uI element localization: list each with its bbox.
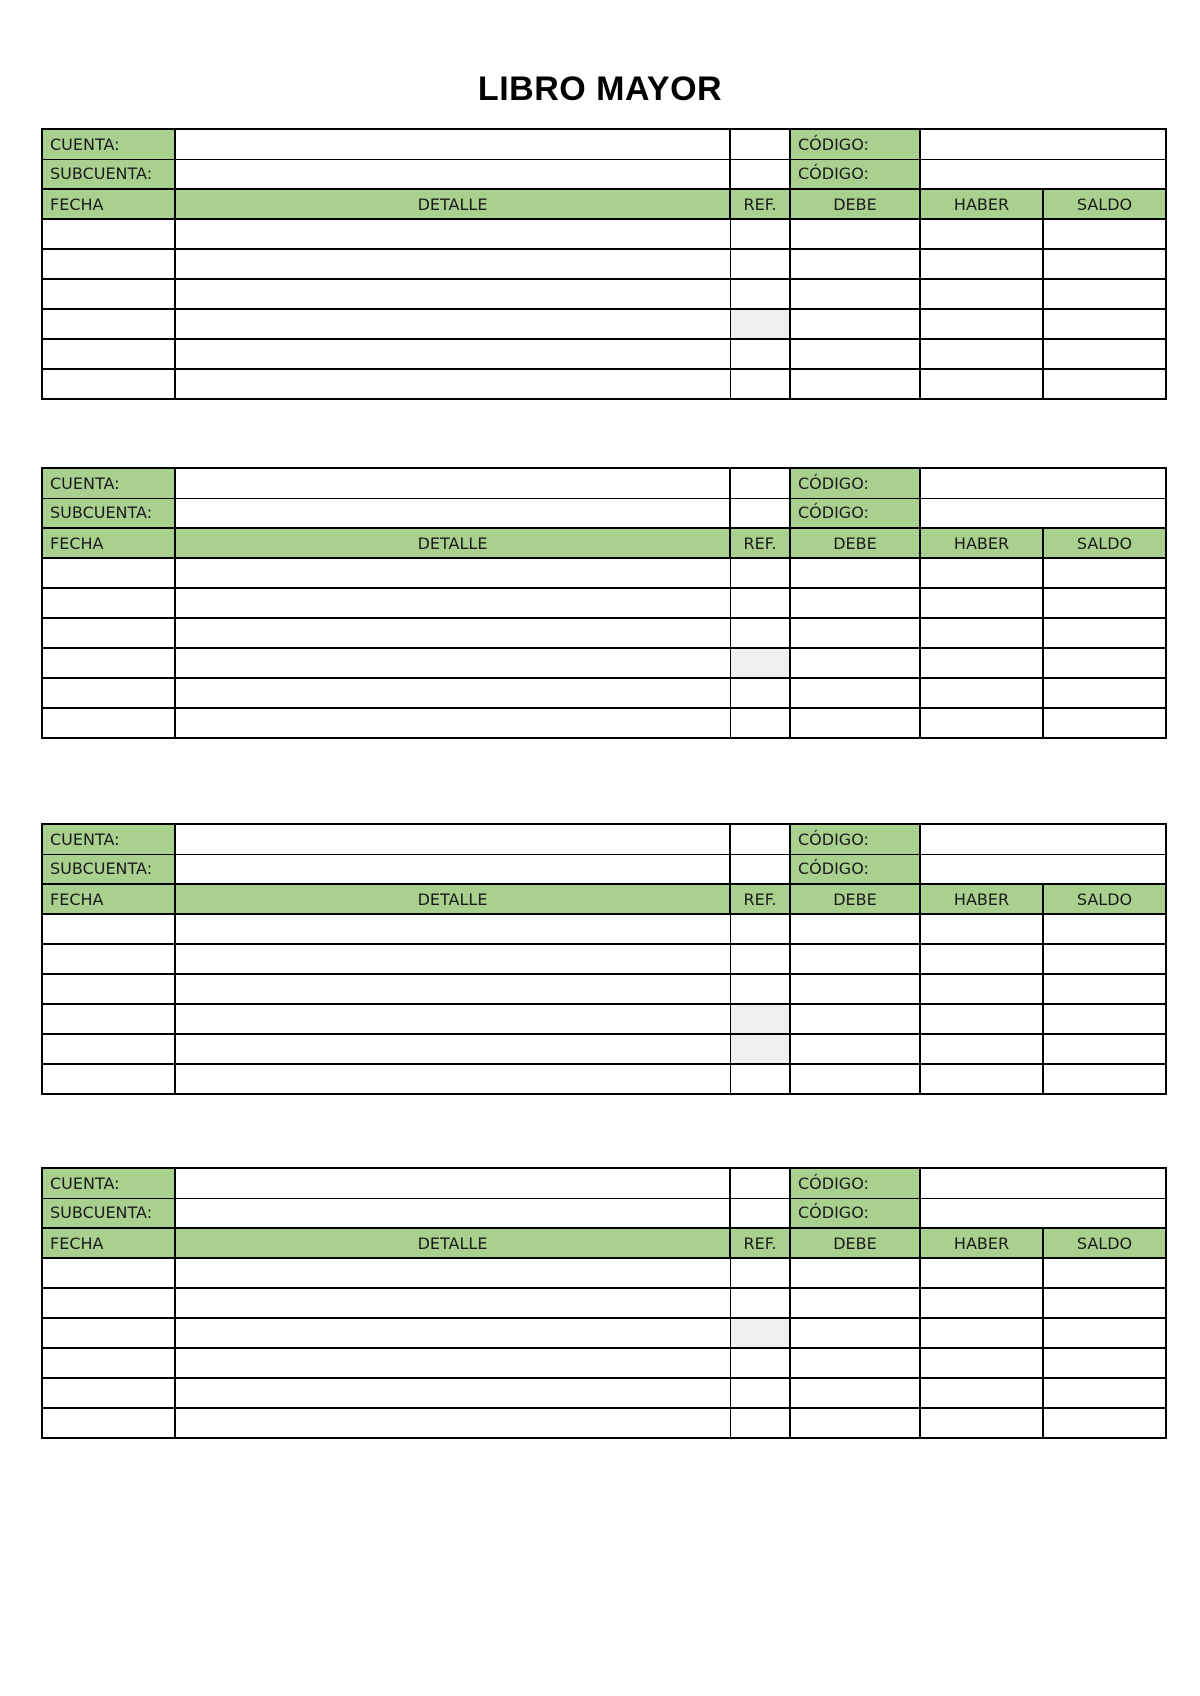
fecha-cell[interactable] — [42, 588, 175, 618]
subcuenta-field[interactable] — [175, 159, 730, 189]
fecha-cell[interactable] — [42, 648, 175, 678]
ref-cell[interactable] — [730, 914, 790, 944]
codigo-field[interactable] — [920, 1168, 1166, 1198]
ref-cell-shaded[interactable] — [730, 648, 790, 678]
detalle-cell[interactable] — [175, 1034, 730, 1064]
table-row — [42, 618, 1166, 648]
ref-cell[interactable] — [730, 1348, 790, 1378]
subcuenta-extra-field[interactable] — [730, 498, 790, 528]
saldo-cell[interactable] — [1043, 678, 1166, 708]
debe-cell[interactable] — [790, 944, 920, 974]
debe-cell[interactable] — [790, 1348, 920, 1378]
saldo-cell[interactable] — [1043, 1378, 1166, 1408]
codigo-field[interactable] — [920, 824, 1166, 854]
detalle-cell[interactable] — [175, 648, 730, 678]
haber-cell[interactable] — [920, 914, 1043, 944]
debe-cell[interactable] — [790, 618, 920, 648]
haber-cell[interactable] — [920, 339, 1043, 369]
fecha-cell[interactable] — [42, 1064, 175, 1094]
haber-cell[interactable] — [920, 944, 1043, 974]
debe-cell[interactable] — [790, 249, 920, 279]
column-header-debe: DEBE — [790, 189, 920, 219]
detalle-cell[interactable] — [175, 944, 730, 974]
ref-cell[interactable] — [730, 249, 790, 279]
fecha-cell[interactable] — [42, 1258, 175, 1288]
saldo-cell[interactable] — [1043, 1348, 1166, 1378]
ref-cell-shaded[interactable] — [730, 309, 790, 339]
table-row — [42, 1004, 1166, 1034]
fecha-cell[interactable] — [42, 1408, 175, 1438]
haber-cell[interactable] — [920, 369, 1043, 399]
haber-cell[interactable] — [920, 708, 1043, 738]
fecha-cell[interactable] — [42, 369, 175, 399]
codigo-label: CÓDIGO: — [790, 159, 920, 189]
haber-cell[interactable] — [920, 219, 1043, 249]
table-row — [42, 1348, 1166, 1378]
ref-cell[interactable] — [730, 944, 790, 974]
debe-cell[interactable] — [790, 219, 920, 249]
codigo-field[interactable] — [920, 498, 1166, 528]
table-row — [42, 309, 1166, 339]
codigo-label: CÓDIGO: — [790, 854, 920, 884]
fecha-cell[interactable] — [42, 219, 175, 249]
ref-cell[interactable] — [730, 339, 790, 369]
debe-cell[interactable] — [790, 1408, 920, 1438]
debe-cell[interactable] — [790, 974, 920, 1004]
saldo-cell[interactable] — [1043, 1034, 1166, 1064]
haber-cell[interactable] — [920, 648, 1043, 678]
fecha-cell[interactable] — [42, 944, 175, 974]
column-header-haber: HABER — [920, 1228, 1043, 1258]
saldo-cell[interactable] — [1043, 309, 1166, 339]
codigo-label: CÓDIGO: — [790, 1198, 920, 1228]
fecha-cell[interactable] — [42, 1004, 175, 1034]
debe-cell[interactable] — [790, 1258, 920, 1288]
detalle-cell[interactable] — [175, 914, 730, 944]
detalle-cell[interactable] — [175, 1318, 730, 1348]
column-header-detalle: DETALLE — [175, 528, 730, 558]
table-row — [42, 1318, 1166, 1348]
codigo-label: CÓDIGO: — [790, 129, 920, 159]
column-header-haber: HABER — [920, 528, 1043, 558]
detalle-cell[interactable] — [175, 1408, 730, 1438]
detalle-cell[interactable] — [175, 1348, 730, 1378]
saldo-cell[interactable] — [1043, 1258, 1166, 1288]
column-header-fecha: FECHA — [42, 189, 175, 219]
table-row — [42, 558, 1166, 588]
column-header-debe: DEBE — [790, 1228, 920, 1258]
debe-cell[interactable] — [790, 678, 920, 708]
saldo-cell[interactable] — [1043, 1288, 1166, 1318]
haber-cell[interactable] — [920, 1034, 1043, 1064]
fecha-cell[interactable] — [42, 1378, 175, 1408]
saldo-cell[interactable] — [1043, 618, 1166, 648]
fecha-cell[interactable] — [42, 249, 175, 279]
detalle-cell[interactable] — [175, 1378, 730, 1408]
ref-cell[interactable] — [730, 219, 790, 249]
ref-cell[interactable] — [730, 558, 790, 588]
ledger-table-3 — [41, 823, 1167, 1095]
table-row — [42, 1064, 1166, 1094]
cuenta-extra-field[interactable] — [730, 129, 790, 159]
debe-cell[interactable] — [790, 588, 920, 618]
table-row — [42, 974, 1166, 1004]
fecha-cell[interactable] — [42, 618, 175, 648]
debe-cell[interactable] — [790, 309, 920, 339]
saldo-cell[interactable] — [1043, 279, 1166, 309]
fecha-cell[interactable] — [42, 339, 175, 369]
detalle-cell[interactable] — [175, 1288, 730, 1318]
table-row — [42, 339, 1166, 369]
column-header-detalle: DETALLE — [175, 189, 730, 219]
column-header-haber: HABER — [920, 884, 1043, 914]
ref-cell[interactable] — [730, 1258, 790, 1288]
column-header-detalle: DETALLE — [175, 884, 730, 914]
saldo-cell[interactable] — [1043, 558, 1166, 588]
subcuenta-field[interactable] — [175, 498, 730, 528]
subcuenta-extra-field[interactable] — [730, 1198, 790, 1228]
saldo-cell[interactable] — [1043, 1318, 1166, 1348]
ref-cell-shaded[interactable] — [730, 1318, 790, 1348]
saldo-cell[interactable] — [1043, 588, 1166, 618]
column-header-saldo: SALDO — [1043, 189, 1166, 219]
detalle-cell[interactable] — [175, 588, 730, 618]
saldo-cell[interactable] — [1043, 219, 1166, 249]
column-header-ref: REF. — [730, 1228, 790, 1258]
detalle-cell[interactable] — [175, 558, 730, 588]
ref-cell[interactable] — [730, 1408, 790, 1438]
debe-cell[interactable] — [790, 339, 920, 369]
table-row — [42, 219, 1166, 249]
column-header-fecha: FECHA — [42, 528, 175, 558]
cuenta-field[interactable] — [175, 824, 730, 854]
saldo-cell[interactable] — [1043, 249, 1166, 279]
cuenta-extra-field[interactable] — [730, 824, 790, 854]
column-header-ref: REF. — [730, 884, 790, 914]
column-header-saldo: SALDO — [1043, 1228, 1166, 1258]
debe-cell[interactable] — [790, 914, 920, 944]
haber-cell[interactable] — [920, 309, 1043, 339]
haber-cell[interactable] — [920, 1258, 1043, 1288]
fecha-cell[interactable] — [42, 678, 175, 708]
ref-cell[interactable] — [730, 1288, 790, 1318]
column-header-debe: DEBE — [790, 884, 920, 914]
column-header-fecha: FECHA — [42, 884, 175, 914]
saldo-cell[interactable] — [1043, 648, 1166, 678]
haber-cell[interactable] — [920, 1378, 1043, 1408]
debe-cell[interactable] — [790, 279, 920, 309]
saldo-cell[interactable] — [1043, 1004, 1166, 1034]
codigo-field[interactable] — [920, 854, 1166, 884]
saldo-cell[interactable] — [1043, 944, 1166, 974]
detalle-cell[interactable] — [175, 339, 730, 369]
subcuenta-label: SUBCUENTA: — [42, 159, 175, 189]
codigo-field[interactable] — [920, 468, 1166, 498]
ref-cell[interactable] — [730, 974, 790, 1004]
haber-cell[interactable] — [920, 1318, 1043, 1348]
debe-cell[interactable] — [790, 1318, 920, 1348]
subcuenta-label: SUBCUENTA: — [42, 498, 175, 528]
detalle-cell[interactable] — [175, 1064, 730, 1094]
debe-cell[interactable] — [790, 1288, 920, 1318]
detalle-cell[interactable] — [175, 974, 730, 1004]
saldo-cell[interactable] — [1043, 1064, 1166, 1094]
haber-cell[interactable] — [920, 1288, 1043, 1318]
saldo-cell[interactable] — [1043, 974, 1166, 1004]
saldo-cell[interactable] — [1043, 708, 1166, 738]
cuenta-extra-field[interactable] — [730, 468, 790, 498]
table-row — [42, 1378, 1166, 1408]
table-row — [42, 369, 1166, 399]
ref-cell[interactable] — [730, 369, 790, 399]
debe-cell[interactable] — [790, 708, 920, 738]
ledger-table-1 — [41, 128, 1167, 400]
saldo-cell[interactable] — [1043, 369, 1166, 399]
ref-cell[interactable] — [730, 708, 790, 738]
ref-cell-shaded[interactable] — [730, 1034, 790, 1064]
saldo-cell[interactable] — [1043, 1408, 1166, 1438]
haber-cell[interactable] — [920, 249, 1043, 279]
detalle-cell[interactable] — [175, 369, 730, 399]
ref-cell[interactable] — [730, 678, 790, 708]
table-row — [42, 279, 1166, 309]
table-row — [42, 648, 1166, 678]
fecha-cell[interactable] — [42, 279, 175, 309]
subcuenta-extra-field[interactable] — [730, 159, 790, 189]
subcuenta-label: SUBCUENTA: — [42, 1198, 175, 1228]
debe-cell[interactable] — [790, 558, 920, 588]
fecha-cell[interactable] — [42, 974, 175, 1004]
haber-cell[interactable] — [920, 558, 1043, 588]
debe-cell[interactable] — [790, 1034, 920, 1064]
haber-cell[interactable] — [920, 1004, 1043, 1034]
table-row — [42, 588, 1166, 618]
cuenta-label: CUENTA: — [42, 129, 175, 159]
fecha-cell[interactable] — [42, 558, 175, 588]
column-header-detalle: DETALLE — [175, 1228, 730, 1258]
column-header-saldo: SALDO — [1043, 528, 1166, 558]
haber-cell[interactable] — [920, 974, 1043, 1004]
column-header-saldo: SALDO — [1043, 884, 1166, 914]
cuenta-field[interactable] — [175, 129, 730, 159]
table-row — [42, 249, 1166, 279]
haber-cell[interactable] — [920, 1408, 1043, 1438]
haber-cell[interactable] — [920, 678, 1043, 708]
fecha-cell[interactable] — [42, 708, 175, 738]
debe-cell[interactable] — [790, 1064, 920, 1094]
subcuenta-extra-field[interactable] — [730, 854, 790, 884]
codigo-field[interactable] — [920, 159, 1166, 189]
haber-cell[interactable] — [920, 1064, 1043, 1094]
table-row — [42, 914, 1166, 944]
detalle-cell[interactable] — [175, 249, 730, 279]
cuenta-label: CUENTA: — [42, 468, 175, 498]
saldo-cell[interactable] — [1043, 339, 1166, 369]
detalle-cell[interactable] — [175, 309, 730, 339]
table-row — [42, 1408, 1166, 1438]
ledger-table-4 — [41, 1167, 1167, 1439]
column-header-fecha: FECHA — [42, 1228, 175, 1258]
debe-cell[interactable] — [790, 1378, 920, 1408]
codigo-label: CÓDIGO: — [790, 468, 920, 498]
codigo-field[interactable] — [920, 1198, 1166, 1228]
ref-cell[interactable] — [730, 1378, 790, 1408]
fecha-cell[interactable] — [42, 309, 175, 339]
column-header-debe: DEBE — [790, 528, 920, 558]
table-row — [42, 944, 1166, 974]
detalle-cell[interactable] — [175, 618, 730, 648]
column-header-ref: REF. — [730, 528, 790, 558]
cuenta-label: CUENTA: — [42, 1168, 175, 1198]
detalle-cell[interactable] — [175, 678, 730, 708]
table-row — [42, 708, 1166, 738]
haber-cell[interactable] — [920, 279, 1043, 309]
detalle-cell[interactable] — [175, 1004, 730, 1034]
cuenta-label: CUENTA: — [42, 824, 175, 854]
detalle-cell[interactable] — [175, 1258, 730, 1288]
haber-cell[interactable] — [920, 1348, 1043, 1378]
detalle-cell[interactable] — [175, 219, 730, 249]
table-row — [42, 1034, 1166, 1064]
debe-cell[interactable] — [790, 1004, 920, 1034]
haber-cell[interactable] — [920, 588, 1043, 618]
codigo-field[interactable] — [920, 129, 1166, 159]
subcuenta-field[interactable] — [175, 854, 730, 884]
fecha-cell[interactable] — [42, 1034, 175, 1064]
ref-cell[interactable] — [730, 588, 790, 618]
codigo-label: CÓDIGO: — [790, 498, 920, 528]
ref-cell[interactable] — [730, 618, 790, 648]
subcuenta-label: SUBCUENTA: — [42, 854, 175, 884]
cuenta-field[interactable] — [175, 1168, 730, 1198]
saldo-cell[interactable] — [1043, 914, 1166, 944]
debe-cell[interactable] — [790, 369, 920, 399]
cuenta-field[interactable] — [175, 468, 730, 498]
codigo-label: CÓDIGO: — [790, 1168, 920, 1198]
subcuenta-field[interactable] — [175, 1198, 730, 1228]
ref-cell-shaded[interactable] — [730, 1004, 790, 1034]
table-row — [42, 1258, 1166, 1288]
table-row — [42, 678, 1166, 708]
column-header-ref: REF. — [730, 189, 790, 219]
detalle-cell[interactable] — [175, 708, 730, 738]
debe-cell[interactable] — [790, 648, 920, 678]
codigo-label: CÓDIGO: — [790, 824, 920, 854]
ref-cell[interactable] — [730, 1064, 790, 1094]
column-header-haber: HABER — [920, 189, 1043, 219]
table-row — [42, 1288, 1166, 1318]
ref-cell[interactable] — [730, 279, 790, 309]
fecha-cell[interactable] — [42, 1318, 175, 1348]
ledger-table-2 — [41, 467, 1167, 739]
detalle-cell[interactable] — [175, 279, 730, 309]
fecha-cell[interactable] — [42, 914, 175, 944]
fecha-cell[interactable] — [42, 1288, 175, 1318]
haber-cell[interactable] — [920, 618, 1043, 648]
cuenta-extra-field[interactable] — [730, 1168, 790, 1198]
fecha-cell[interactable] — [42, 1348, 175, 1378]
page-title: LIBRO MAYOR — [477, 70, 723, 108]
